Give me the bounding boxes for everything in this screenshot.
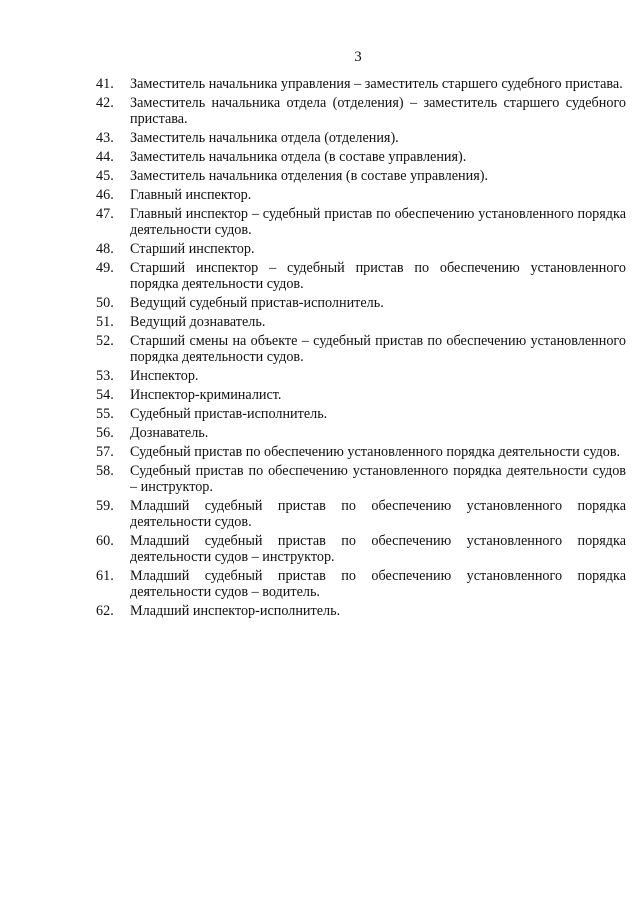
item-number: 56.: [96, 425, 114, 441]
list-item: [0, 149, 640, 165]
item-text: Заместитель начальника отделения (в составе управления).: [130, 168, 489, 184]
item-text: Младший судебный пристав по обеспечению установленного порядка деятельности судов – инструктор.: [130, 533, 626, 565]
item-text: Судебный пристав по обеспечению установленного порядка деятельности судов.: [130, 444, 621, 460]
item-text: Заместитель начальника управления – заместитель старшего судебного пристава.: [130, 76, 623, 92]
item-text: Старший инспектор.: [130, 241, 255, 257]
item-number: 60.: [96, 533, 114, 549]
item-number: 59.: [96, 498, 114, 514]
list-item: [0, 206, 640, 238]
list-item: [0, 295, 640, 311]
item-text: Старший смены на объекте – судебный пристав по обеспечению установленного порядка деятельности судов.: [130, 333, 626, 365]
item-number: 62.: [96, 603, 114, 619]
item-text: Судебный пристав-исполнитель.: [130, 406, 328, 422]
list-item: [0, 498, 640, 530]
item-text: Судебный пристав по обеспечению установленного порядка деятельности судов – инструктор.: [130, 463, 626, 495]
item-text: Инспектор.: [130, 368, 199, 384]
list-item: [0, 241, 640, 257]
item-text: Младший судебный пристав по обеспечению установленного порядка деятельности судов – водитель.: [130, 568, 626, 600]
item-number: 55.: [96, 406, 114, 422]
item-number: 45.: [96, 168, 114, 184]
item-number: 41.: [96, 76, 114, 92]
list-item: [0, 533, 640, 565]
item-text: Главный инспектор.: [130, 187, 252, 203]
item-text: Младший судебный пристав по обеспечению установленного порядка деятельности судов.: [130, 498, 626, 530]
item-number: 54.: [96, 387, 114, 403]
item-text: Ведущий дознаватель.: [130, 314, 266, 330]
item-number: 61.: [96, 568, 114, 584]
item-number: 57.: [96, 444, 114, 460]
list-item: [0, 187, 640, 203]
item-number: 53.: [96, 368, 114, 384]
item-number: 44.: [96, 149, 114, 165]
item-text: Инспектор-криминалист.: [130, 387, 282, 403]
page-number: 3: [354, 49, 362, 65]
item-text: Дознаватель.: [130, 425, 209, 441]
item-text: Заместитель начальника отдела (в составе управления).: [130, 149, 467, 165]
item-number: 46.: [96, 187, 114, 203]
item-number: 42.: [96, 95, 114, 111]
list-item: [0, 406, 640, 422]
list-item: [0, 168, 640, 184]
list-item: [0, 387, 640, 403]
list-item: [0, 368, 640, 384]
list-item: [0, 95, 640, 127]
list-item: [0, 260, 640, 292]
list-item: [0, 568, 640, 600]
item-text: Старший инспектор – судебный пристав по обеспечению установленного порядка деятельности судов.: [130, 260, 626, 292]
list-item: [0, 76, 640, 92]
item-text: Ведущий судебный пристав-исполнитель.: [130, 295, 384, 311]
item-number: 48.: [96, 241, 114, 257]
item-number: 51.: [96, 314, 114, 330]
item-text: Младший инспектор-исполнитель.: [130, 603, 341, 619]
item-number: 47.: [96, 206, 114, 222]
item-number: 58.: [96, 463, 114, 479]
list-item: [0, 333, 640, 365]
list-item: [0, 603, 640, 619]
item-text: Заместитель начальника отдела (отделения) – заместитель старшего судебного пристава.: [130, 95, 626, 127]
list-item: [0, 314, 640, 330]
list-item: [0, 425, 640, 441]
positions-list: [0, 76, 640, 622]
item-number: 49.: [96, 260, 114, 276]
list-item: [0, 444, 640, 460]
list-item: [0, 463, 640, 495]
item-text: Заместитель начальника отдела (отделения).: [130, 130, 399, 146]
item-number: 43.: [96, 130, 114, 146]
item-number: 52.: [96, 333, 114, 349]
item-number: 50.: [96, 295, 114, 311]
item-text: Главный инспектор – судебный пристав по обеспечению установленного порядка деятельности судов.: [130, 206, 626, 238]
list-item: [0, 130, 640, 146]
